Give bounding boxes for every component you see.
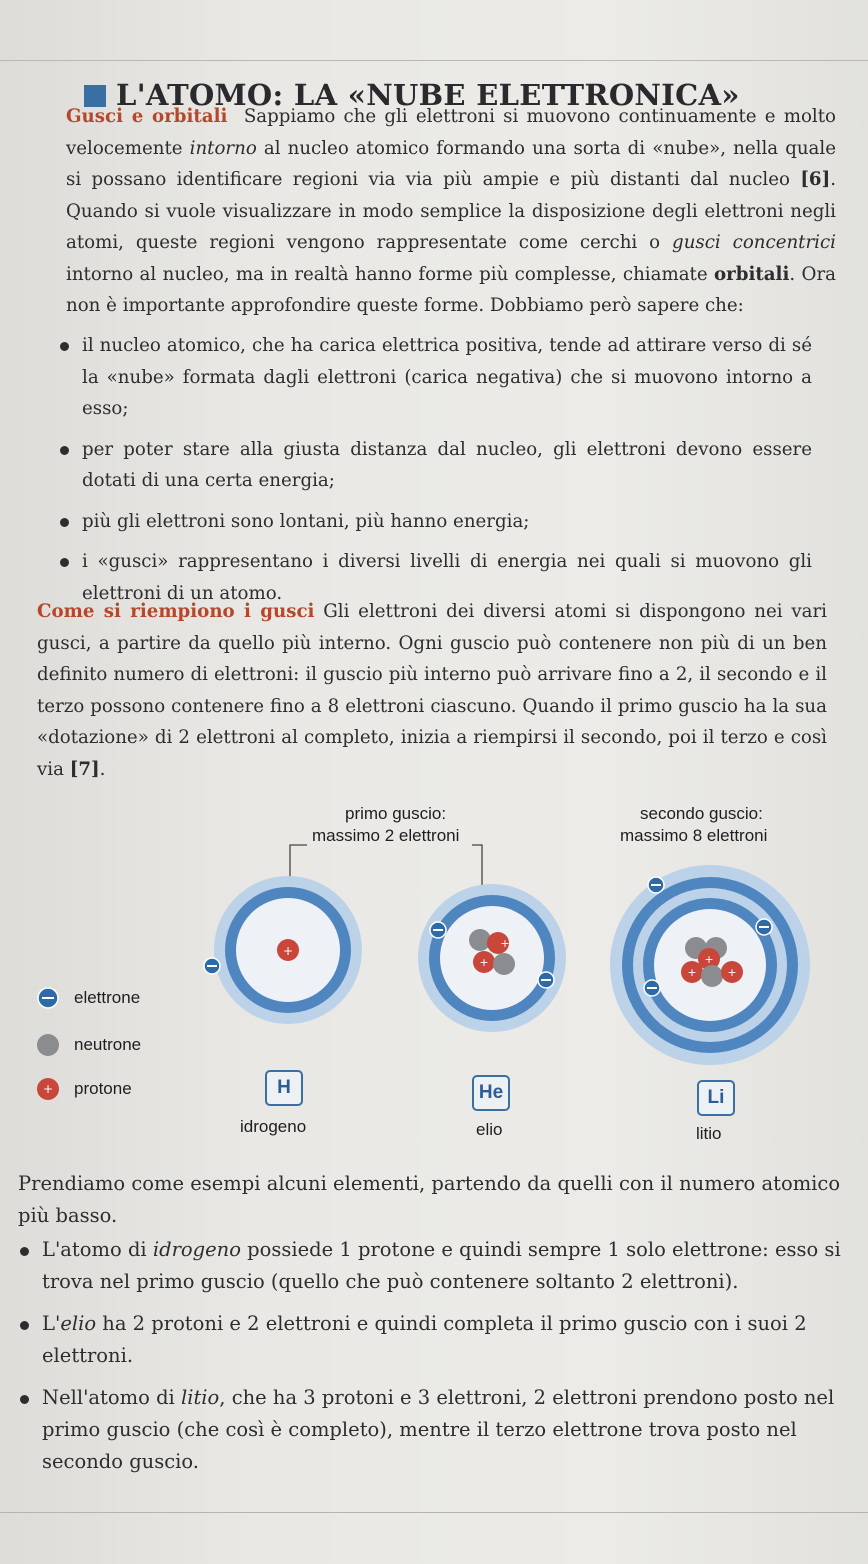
name-hydrogen: idrogeno (240, 1117, 307, 1136)
list-item: i «gusci» rappresentano i diversi livelli di energia nei quali si muovono gli elettroni di un atomo. (60, 546, 812, 609)
svg-text:+: + (727, 966, 737, 979)
intro-paragraph: Gusci e orbitali Sappiamo che gli elettroni si muovono continuamente e molto velocemente intorno al nucleo atomico formando una sorta di «nube», nella quale si possano identificare regioni via via più ampie e più distanti dal nucleo [6]. Quando si vuole visualizzare in modo semplice la disposizione degli elettroni negli atomi, queste regioni vengono rappresentate come cerchi o gusci concentrici intorno al nucleo, ma in realtà hanno forme più complesse, chiamate orbitali. Ora non è importante approfondire queste forme. Dobbiamo però sapere che: (66, 106, 837, 316)
svg-text:+: + (500, 937, 510, 950)
neutron-icon (36, 1033, 64, 1057)
list-item: più gli elettroni sono lontani, più hanno energia; (60, 506, 812, 538)
list-item: L'atomo di idrogeno possiede 1 protone e quindi sempre 1 solo elettrone: esso si trova nel primo guscio (quello che può contenere soltanto 2 elettroni). (18, 1234, 846, 1298)
bottom-rule (0, 1512, 868, 1513)
examples-list (18, 1234, 846, 1488)
second-shell-capacity: massimo 8 elettroni (620, 826, 768, 845)
svg-text:+: + (42, 1082, 54, 1096)
hydrogen-atom (204, 876, 362, 1024)
intro-heading: Gusci e orbitali (66, 106, 228, 127)
legend-neutron: neutrone (36, 1033, 141, 1057)
shells-heading: Come si riempiono i gusci (37, 601, 315, 622)
list-item: Nell'atomo di litio, che ha 3 protoni e 3 elettroni, 2 elettroni prendono posto nel primo guscio (che così è completo), mentre il terzo elettrone trova posto nel secondo guscio. (18, 1382, 846, 1478)
properties-list (60, 330, 812, 618)
first-shell-capacity: massimo 2 elettroni (312, 826, 460, 845)
svg-text:+: + (282, 944, 294, 958)
list-item: L'elio ha 2 protoni e 2 elettroni e quindi completa il primo guscio con i suoi 2 elettroni. (18, 1308, 846, 1372)
shells-paragraph: Come si riempiono i gusci Gli elettroni dei diversi atomi si dispongono nei vari gusci, a partire da quello più interno. Ogni guscio può contenere non più di un ben definito numero di elettroni: il guscio più interno può arrivare fino a 2, il secondo e il terzo possono contenere fino a 8 elettroni ciascuno. Quando il primo guscio ha la sua «dotazione» di 2 elettroni al completo, inizia a riempirsi il secondo, poi il terzo e così via [7]. (37, 601, 827, 780)
symbol-he: He (472, 1075, 510, 1111)
proton-icon (36, 1077, 64, 1101)
legend-proton: + protone (36, 1077, 132, 1101)
second-shell-label: secondo guscio: (640, 804, 763, 823)
list-item: il nucleo atomico, che ha carica elettrica positiva, tende ad attirare verso di sé la «nube» formata dagli elettroni (carica negativa) che si muovono intorno a esso; (60, 330, 812, 425)
figure-ref-7: [7] (69, 758, 100, 780)
lithium-atom (610, 865, 810, 1065)
electron-icon (36, 987, 64, 1009)
list-item: per poter stare alla giusta distanza dal nucleo, gli elettroni devono essere dotati di una certa energia; (60, 434, 812, 497)
svg-text:+: + (479, 956, 489, 969)
top-rule (0, 60, 868, 61)
examples-intro: Prendiamo come esempi alcuni elementi, partendo da quelli con il numero atomico più basso. (18, 1172, 841, 1227)
svg-text:+: + (704, 953, 714, 966)
legend-electron: elettrone (36, 987, 140, 1009)
name-lithium: litio (696, 1124, 722, 1143)
figure-ref-6: [6] (800, 169, 831, 190)
symbol-h: H (265, 1070, 303, 1106)
symbol-li: Li (697, 1080, 735, 1116)
first-shell-label: primo guscio: (345, 804, 447, 823)
svg-text:+: + (687, 966, 697, 979)
title-text: L'ATOMO: LA «NUBE ELETTRONICA» (116, 78, 740, 112)
name-helium: elio (476, 1120, 503, 1139)
helium-atom (418, 884, 566, 1032)
